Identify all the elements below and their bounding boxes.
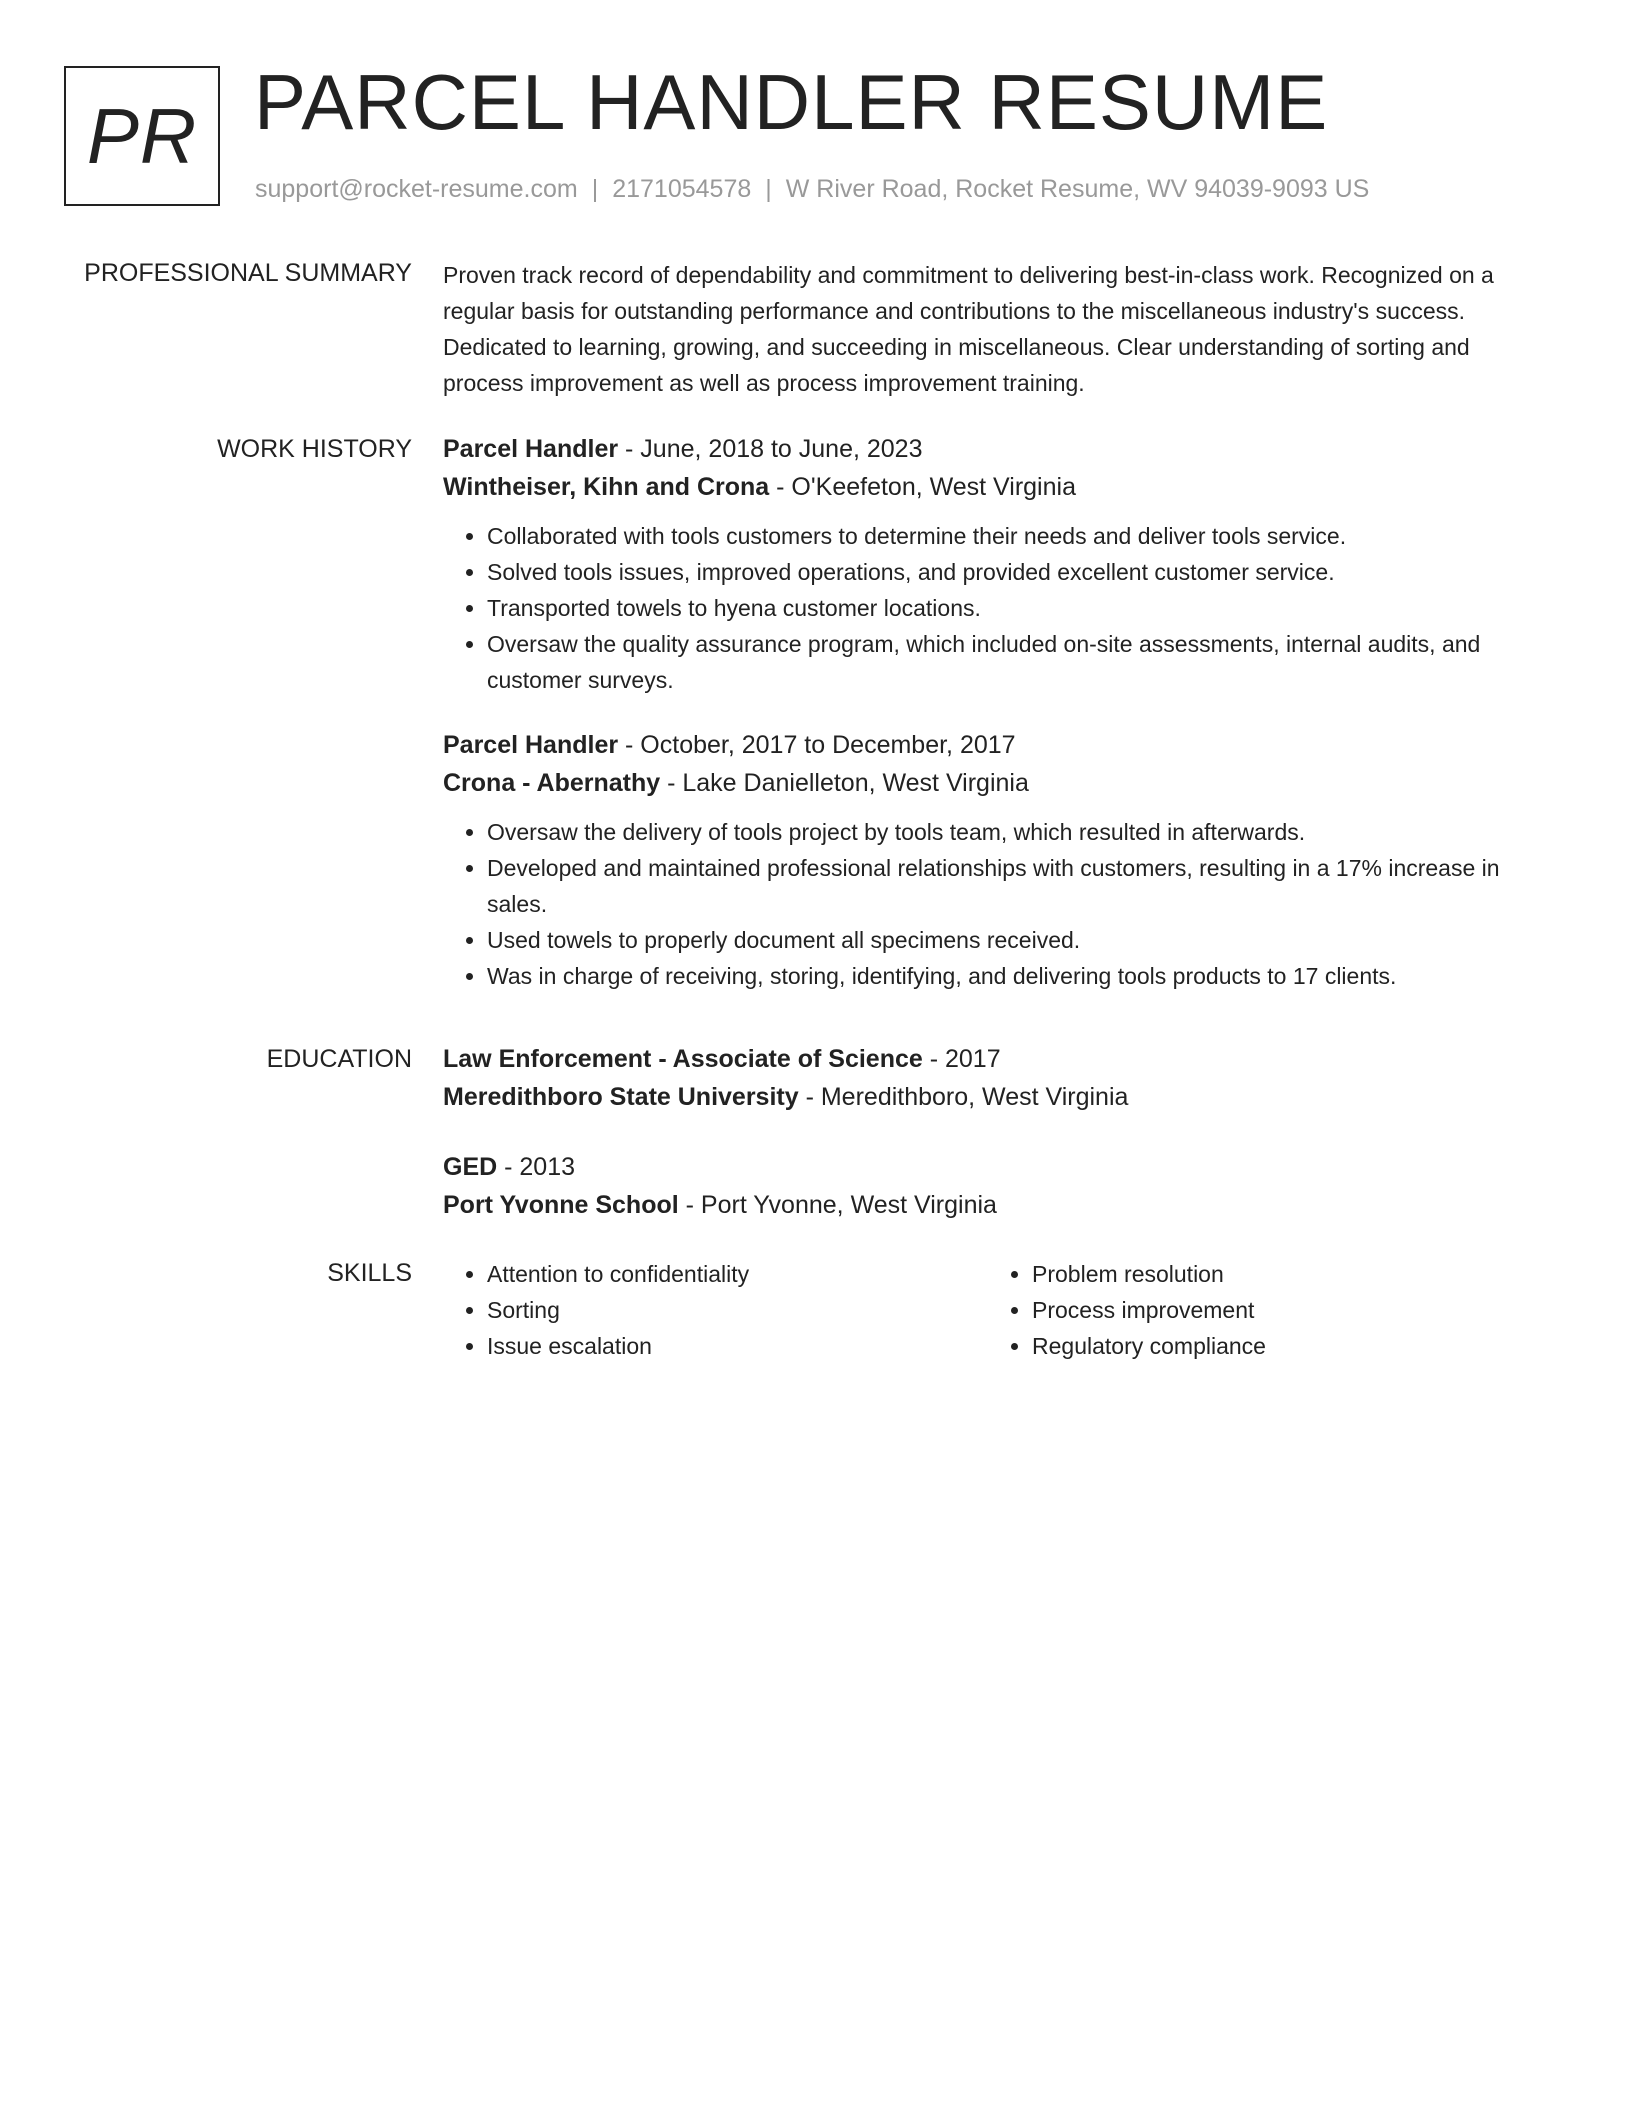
list-item: • Oversaw the quality assurance program, which included on-site assessments, internal audits, and customer surveys. (487, 626, 1553, 698)
list-item: • Oversaw the delivery of tools project by tools team, which resulted in afterwards. (487, 814, 1553, 850)
work-history-heading: WORK HISTORY (217, 435, 412, 463)
job-entry (443, 430, 1553, 698)
school-line (443, 1078, 1553, 1116)
education-entry (443, 1148, 1553, 1224)
job-dates: - June, 2018 to June, 2023 (618, 435, 923, 463)
education-heading: EDUCATION (266, 1045, 412, 1073)
job-company-line (443, 764, 1553, 802)
school-location: - Port Yvonne, West Virginia (678, 1191, 997, 1219)
work-history-body (443, 430, 1553, 994)
degree-line (443, 1040, 1553, 1078)
list-item: • Problem resolution (1032, 1256, 1533, 1292)
monogram-logo: PR (64, 66, 220, 206)
skills-body (443, 1256, 1553, 1364)
summary-heading: PROFESSIONAL SUMMARY (84, 259, 412, 287)
education-body (443, 1040, 1553, 1224)
job-title: Parcel Handler (443, 435, 619, 463)
school: Meredithboro State University (443, 1083, 799, 1111)
degree: Law Enforcement - Associate of Science (443, 1045, 923, 1073)
skills-heading: SKILLS (327, 1259, 412, 1287)
school: Port Yvonne School (443, 1191, 679, 1219)
list-item: • Solved tools issues, improved operations, and provided excellent customer service. (487, 554, 1553, 590)
skills-column-right (988, 1256, 1533, 1364)
job-company: Wintheiser, Kihn and Crona (443, 473, 770, 501)
job-title-line (443, 726, 1553, 764)
skills-list (443, 1256, 988, 1364)
contact-address: W River Road, Rocket Resume, WV 94039-9093 US (785, 175, 1370, 203)
degree: GED (443, 1153, 498, 1181)
list-item: • Issue escalation (487, 1328, 988, 1364)
job-location: - Lake Danielleton, West Virginia (660, 769, 1029, 797)
job-title-line (443, 430, 1553, 468)
list-item: • Collaborated with tools customers to determine their needs and deliver tools service. (487, 518, 1553, 554)
degree-year: - 2013 (497, 1153, 576, 1181)
summary-body (443, 257, 1553, 401)
page-title: PARCEL HANDLER RESUME (254, 58, 1329, 146)
list-item: • Developed and maintained professional relationships with customers, resulting in a 17% increase in sales. (487, 850, 1553, 922)
education-entry (443, 1040, 1553, 1116)
list-item: • Used towels to properly document all specimens received. (487, 922, 1553, 958)
skills-column-left (443, 1256, 988, 1364)
job-bullets (443, 518, 1553, 698)
degree-year: - 2017 (922, 1045, 1001, 1073)
contact-phone: 2171054578 (612, 175, 752, 203)
contact-separator: | (765, 175, 772, 203)
list-item: • Transported towels to hyena customer locations. (487, 590, 1553, 626)
skills-list (988, 1256, 1533, 1364)
skills-columns (443, 1256, 1553, 1364)
contact-line (255, 174, 1369, 204)
list-item: • Was in charge of receiving, storing, identifying, and delivering tools products to 17 clients. (487, 958, 1553, 994)
job-title: Parcel Handler (443, 731, 619, 759)
summary-text: Proven track record of dependability and commitment to delivering best-in-class work. Recognized on a regular basis for outstanding performance and contributions to the miscellaneous industry's success. Dedicated to learning, growing, and succeeding in miscellaneous. Clear understanding of sorting and process improvement as well as process improvement training. (443, 262, 1494, 396)
job-company: Crona - Abernathy (443, 769, 661, 797)
contact-separator: | (591, 175, 599, 203)
school-location: - Meredithboro, West Virginia (798, 1083, 1129, 1111)
list-item: • Process improvement (1032, 1292, 1533, 1328)
school-line (443, 1186, 1553, 1224)
degree-line (443, 1148, 1553, 1186)
job-location: - O'Keefeton, West Virginia (769, 473, 1076, 501)
job-dates: - October, 2017 to December, 2017 (618, 731, 1016, 759)
job-company-line (443, 468, 1553, 506)
job-entry (443, 726, 1553, 994)
list-item: • Attention to confidentiality (487, 1256, 988, 1292)
list-item: • Regulatory compliance (1032, 1328, 1533, 1364)
contact-email: support@rocket-resume.com (255, 175, 578, 203)
list-item: • Sorting (487, 1292, 988, 1328)
job-bullets (443, 814, 1553, 994)
